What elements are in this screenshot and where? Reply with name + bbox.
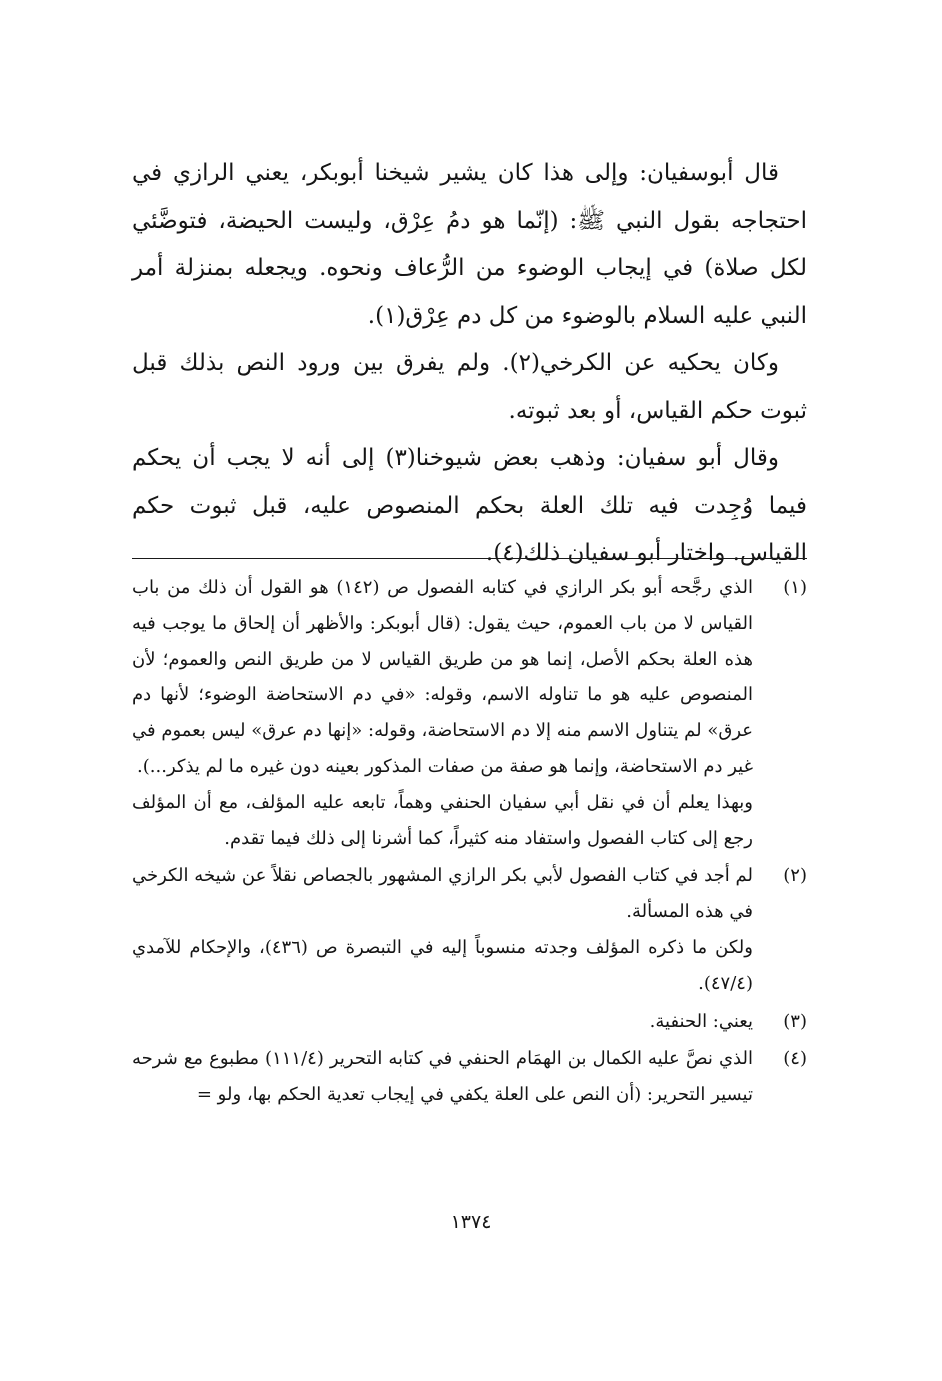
footnotes <box>132 570 807 1113</box>
footnote-separator <box>132 558 807 559</box>
main-paragraph-2: وكان يحكيه عن الكرخي(٢). ولم يفرق بين ورود النص بذلك قبل ثبوت حكم القياس، أو بعد ثبوته. <box>132 350 807 424</box>
footnote-paragraph: الذي رجَّحه أبو بكر الرازي في كتابه الفصول ص (١٤٢) هو القول أن ذلك من باب القياس لا من باب العموم، حيث يقول: (قال أبوبكر: والأظهر أن إلحاق ما يوجب فيه هذه العلة بحكم الأصل، إنما هو من طريق القياس لا من طريق النص والعموم؛ لأن المنصوص عليه هو ما تناوله الاسم، وقوله: «في دم الاستحاضة الوضوء؛ لأنها دم عرق» لم يتناول الاسم منه إلا دم الاستحاضة، وقوله: «إنها دم عرق» ليس بعموم في غير دم الاستحاضة، وإنما هو صفة من صفات المذكور بعينه دون غيره ما لم يذكر...). <box>132 577 753 777</box>
footnote-number: (١) <box>783 577 807 598</box>
footnote-body <box>132 1004 753 1040</box>
footnote-paragraph: وبهذا يعلم أن في نقل أبي سفيان الحنفي وهماً، تابعه عليه المؤلف، مع أن المؤلف رجع إلى كتاب الفصول واستفاد منه كثيراً، كما أشرنا إلى ذلك فيما تقدم. <box>132 791 753 849</box>
footnote-paragraph: يعني: الحنفية. <box>649 1010 753 1032</box>
footnote-paragraph: ولكن ما ذكره المؤلف وجدته منسوباً إليه في التبصرة ص (٤٣٦)، والإحكام للآمدي (٤٧/٤). <box>132 936 753 994</box>
main-paragraph-1: قال أبوسفيان: وإلى هذا كان يشير شيخنا أبوبكر، يعني الرازي في احتجاجه بقول النبي ﷺ: (إنّما هو دمُ عِرْق، وليست الحيضة، فتوضَّئي لكل صلاة) في إيجاب الوضوء من الرُّعاف ونحوه. ويجعله بمنزلة أمر النبي عليه السلام بالوضوء من كل دم عِرْق(١). <box>132 160 807 329</box>
footnote-number: (٢) <box>783 865 807 887</box>
footnote-paragraph: لم أجد في كتاب الفصول لأبي بكر الرازي المشهور بالجصاص نقلاً عن شيخه الكرخي في هذه المسألة. <box>132 865 753 923</box>
footnote-paragraph: الذي نصَّ عليه الكمال بن الهمَام الحنفي في كتابه التحرير (١١١/٤) مطبوع مع شرحه تيسير التحرير: (أن النص على العلة يكفي في إيجاب تعدية الحكم بها، ولو = <box>132 1048 753 1106</box>
footnote-number: (٤) <box>783 1048 807 1070</box>
footnote-1 <box>132 570 807 856</box>
footnote-2 <box>132 858 807 1001</box>
footnote-3 <box>132 1004 807 1040</box>
footnote-4 <box>132 1041 807 1113</box>
page-number: ١٣٧٤ <box>450 1211 492 1233</box>
footnote-body <box>132 570 753 856</box>
footnote-number: (٣) <box>783 1010 807 1032</box>
main-paragraph-3: وقال أبو سفيان: وذهب بعض شيوخنا(٣) إلى أنه لا يجب أن يحكم فيما وُجِدت فيه تلك العلة بحكم المنصوص عليه، قبل ثبوت حكم القياس. واختار أبو سفيان ذلك(٤). <box>132 445 807 566</box>
footnote-body <box>132 1041 753 1113</box>
footnote-body <box>132 858 753 1001</box>
main-text <box>132 150 807 578</box>
